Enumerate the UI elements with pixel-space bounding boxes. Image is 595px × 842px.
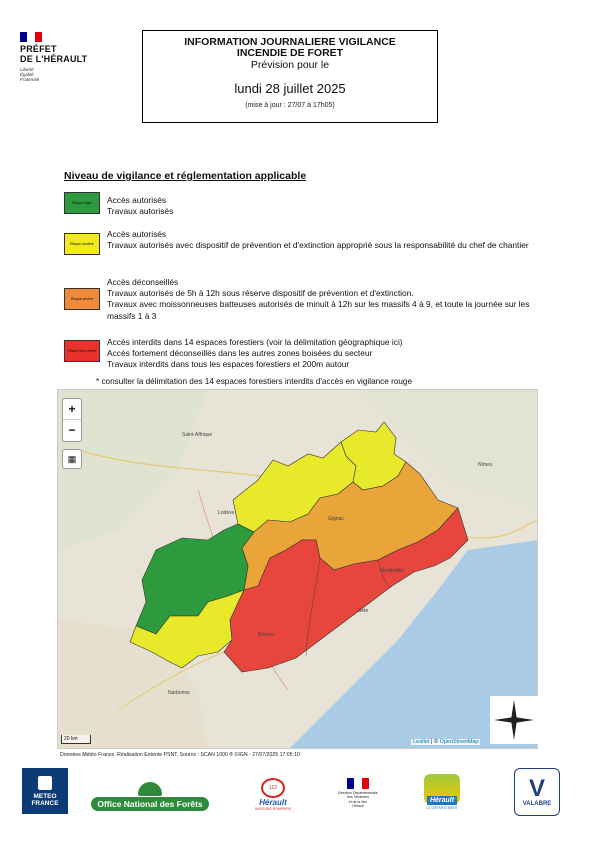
zoom-in-button[interactable]: +: [68, 402, 76, 416]
french-flag-icon: [347, 778, 369, 789]
meteo-france-logo: METEO FRANCE: [22, 768, 68, 814]
osm-link[interactable]: OpenStreetMap: [439, 739, 479, 745]
leaflet-link[interactable]: Leaflet: [413, 739, 430, 745]
city-label: Narbonne: [168, 690, 190, 696]
meteo-france-icon: [38, 776, 52, 790]
city-label: Sète: [358, 608, 369, 614]
level-green-text: Accès autorisés Travaux autorisés: [107, 195, 174, 217]
city-label: Béziers: [258, 632, 275, 638]
level-yellow-text: Accès autorisés Travaux autorisés avec dispositif de prévention et d'extinction approprié sous la responsabilité du chef de chantier: [107, 229, 529, 251]
title-line1: INFORMATION JOURNALIERE VIGILANCE: [184, 36, 396, 48]
title-line2: INCENDIE DE FORET: [236, 47, 344, 59]
sdis-logo: 112 Hérault SAPEURS-POMPIERS: [240, 776, 306, 812]
compass-rose: [490, 696, 538, 744]
map-svg: [58, 390, 538, 749]
city-label: Lodève: [218, 510, 235, 516]
valabre-v-icon: V: [528, 775, 545, 802]
ddtm-logo: Direction Départementale des Territoires et de la Mer Hérault: [336, 770, 380, 816]
zoom-control: [62, 398, 82, 442]
sdis-emblem-icon: 112: [261, 778, 285, 798]
update-time: (mise à jour : 27/07 à 17h05): [245, 102, 335, 109]
swatch-red: Risque très sévère: [64, 340, 100, 362]
tree-icon: [138, 782, 162, 796]
forecast-label: Prévision pour le: [250, 59, 330, 71]
layers-icon: ▦: [67, 454, 77, 464]
map-credit: Données Météo France. Réalisation Entente PSNT. Source : SCAN 1000 ® ©IGN - 27/07/2025 17:05:10: [60, 752, 300, 758]
zoom-out-button[interactable]: −: [63, 419, 81, 440]
compass-icon: [490, 696, 538, 744]
swatch-yellow: Risque modéré: [64, 233, 100, 255]
city-label: Montpellier: [380, 568, 405, 574]
layers-button[interactable]: [62, 449, 82, 469]
valabre-logo: V VALABRE: [514, 768, 560, 816]
onf-logo: Office National des Forêts: [95, 778, 205, 814]
red-access-link[interactable]: Accès interdits dans 14 espaces forestiers (voir la délimitation géographique ici): [107, 337, 403, 347]
city-label: Nîmes: [478, 462, 493, 468]
devise: Liberté Égalité Fraternité: [20, 67, 40, 82]
map-scale: 20 km: [61, 735, 91, 744]
map-attribution: Leaflet | © OpenStreetMap: [413, 739, 479, 745]
title-box: [142, 30, 438, 123]
swatch-orange: Risque sévère: [64, 288, 100, 310]
city-label: Gignac: [328, 516, 344, 522]
legend-title: Niveau de vigilance et réglementation applicable: [64, 170, 307, 182]
forecast-date: lundi 28 juillet 2025: [234, 81, 346, 96]
prefet-title-line1: PRÉFET: [20, 44, 57, 54]
swatch-green: Risque léger: [64, 192, 100, 214]
footnote: * consulter la délimitation des 14 espaces forestiers interdits d'accès en vigilance rouge: [96, 377, 413, 386]
level-orange-text: Accès déconseillés Travaux autorisés de 5h à 12h sous réserve dispositif de prévention et d'extinction. Travaux avec moissonneuses batteuses autorisés de minuit à 12h sur les massifs 4 à 9, et toute la journée sur les massifs 1 à 3: [107, 277, 530, 321]
herault-department-logo: Hérault LE DÉPARTEMENT: [422, 767, 462, 817]
prefet-title-line2: DE L'HÉRAULT: [20, 54, 88, 64]
level-red-text: Accès interdits dans 14 espaces forestiers (voir la délimitation géographique ici) Accès fortement déconseillés dans les autres zones boisées du secteur Travaux interdits dans tous les espaces forestiers et 200m autour: [107, 337, 537, 371]
city-label: Saint-Affrique: [182, 432, 213, 438]
french-flag-icon: [20, 32, 42, 42]
vigilance-map[interactable]: [57, 389, 538, 749]
prefet-logo: [20, 32, 90, 82]
